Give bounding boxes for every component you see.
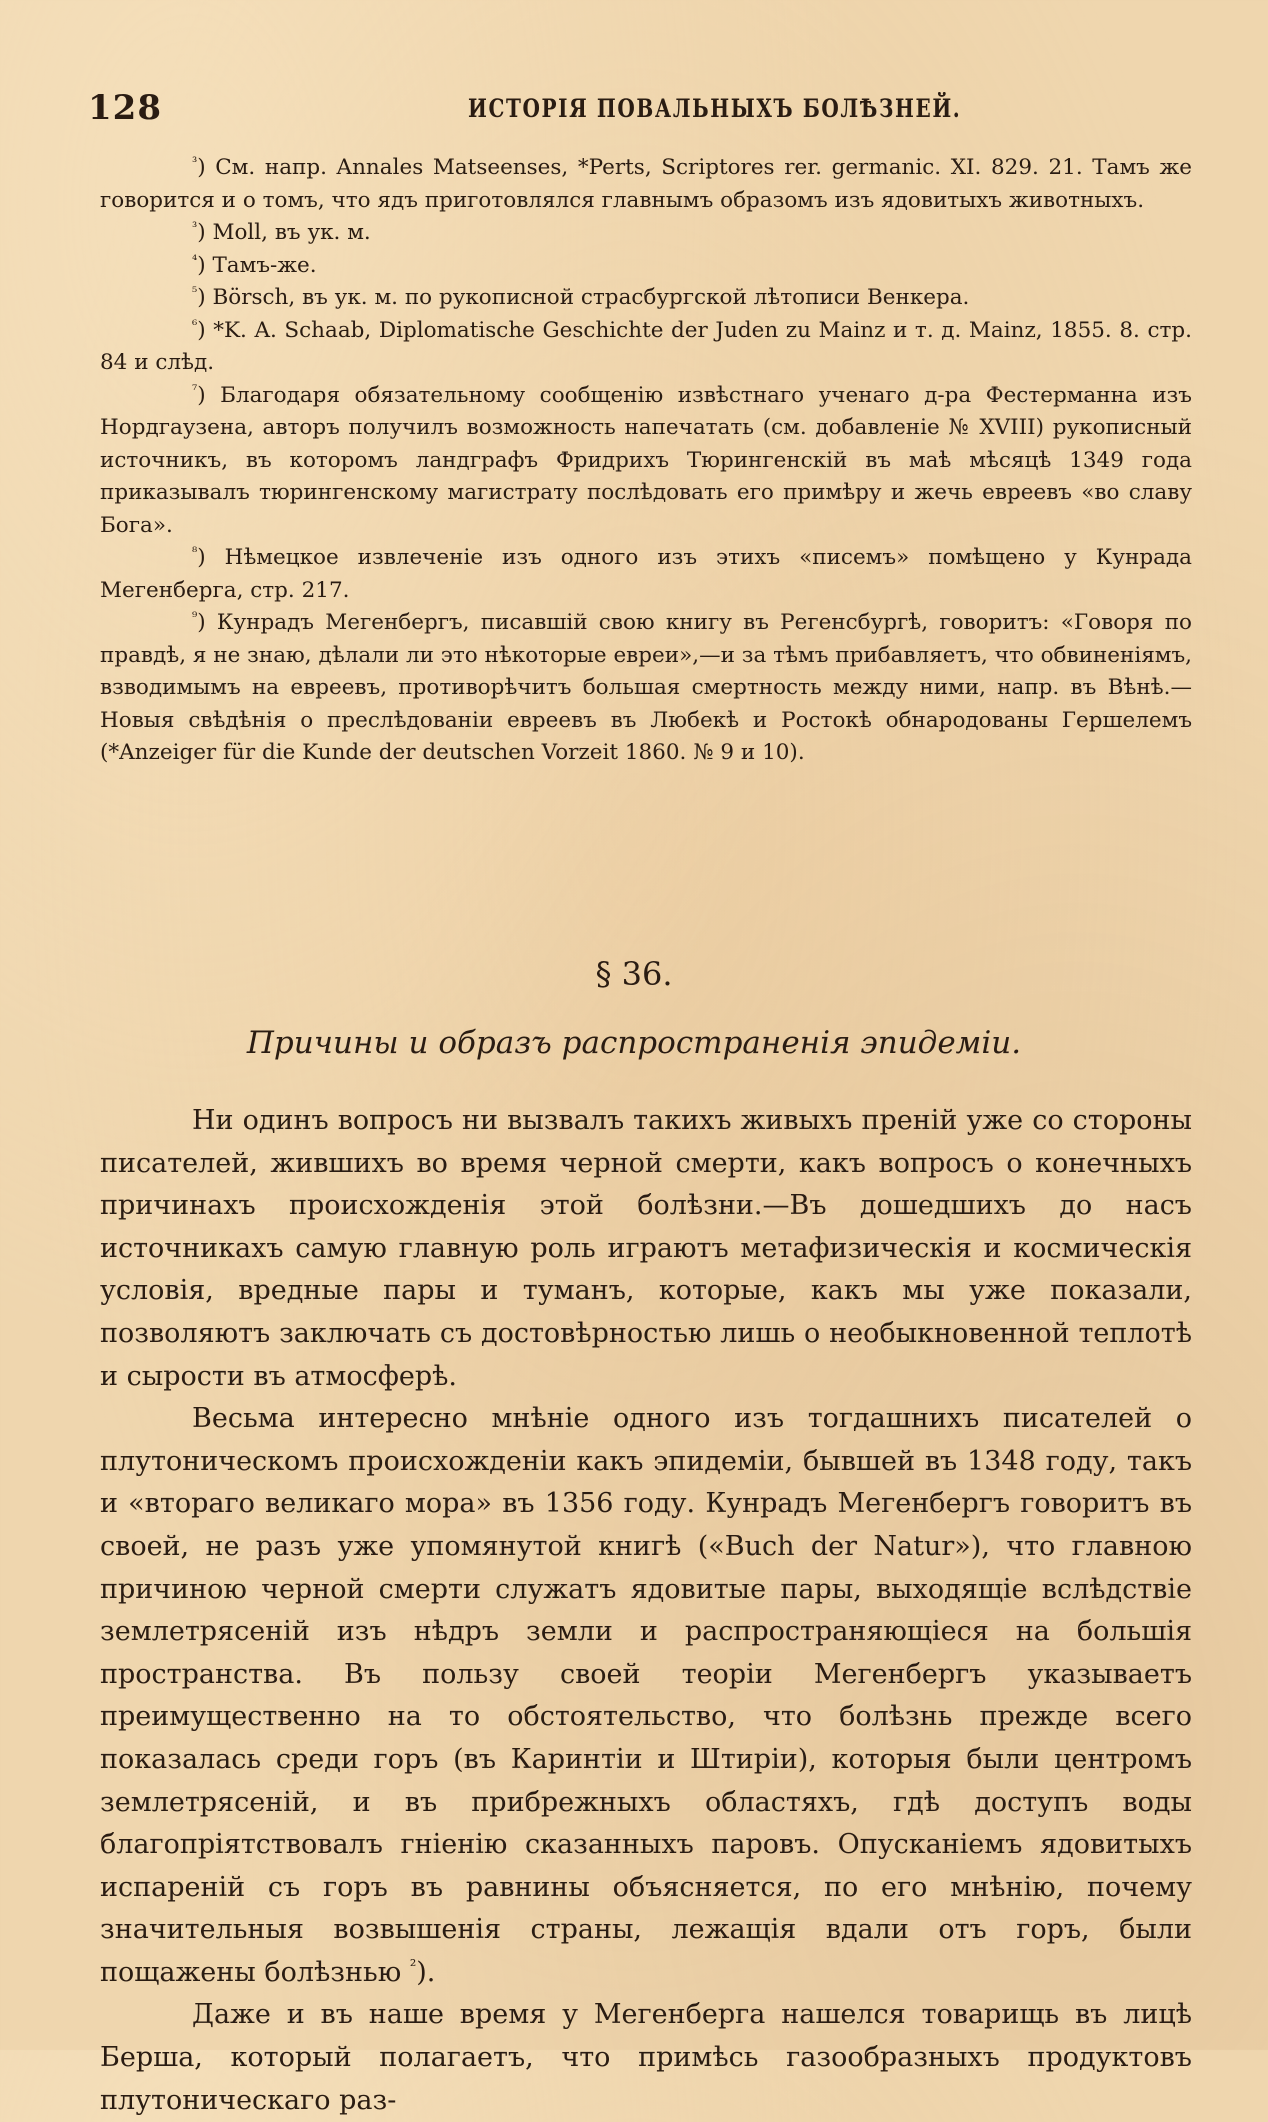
footnote: $^{^3}$) См. напр. Annales Matseenses, *Perts, Scriptores rer. germanic. XI. 829. 21. Тамъ же говорится и о томъ, что ядъ приготовлялся главнымъ образомъ изъ ядовитыхъ животныхъ. <box>100 155 1192 213</box>
section-number: § 36. <box>595 955 673 993</box>
footnote-mark: ⁷ <box>192 382 198 398</box>
paragraph <box>100 1100 1192 1398</box>
footnote-mark: ⁴ <box>192 252 198 268</box>
paragraph <box>100 1994 1192 2122</box>
page-header <box>88 88 1188 128</box>
body-text <box>100 1100 1192 2122</box>
paragraph: Весьма интересно мнѣніе одного изъ тогдашнихъ писателей о плутоническомъ происхожденіи какъ эпидеміи, бывшей въ 1348 году, такъ и «втораго великаго мора» въ 1356 году. Кунрадъ Мегенбергъ говоритъ въ своей, не разъ уже упомянутой книгѣ («Buch der Natur»), что главною причиною черной смерти служатъ ядовитые пары, выходящіе вслѣдствіе землетрясеній изъ нѣдръ земли и распространяющіеся на большія пространства. Въ пользу своей теоріи Мегенбергъ указываетъ преимущественно на то обстоятельство, что болѣзнь прежде всего показалась среди горъ (въ Каринтіи и Штиріи), которыя были центромъ землетрясеній, и въ прибрежныхъ областяхъ, гдѣ доступъ воды благопріятствовалъ гніенію сказанныхъ паровъ. Опусканіемъ ядовитыхъ испареній съ горъ въ равнины объясняется, по его мнѣнію, почему значительныя возвышенія страны, лежащія вдали отъ горъ, были пощажены болѣзнью $^{^2}$). <box>100 1403 1192 1988</box>
footnote: $^{^9}$) Кунрадъ Мегенбергъ, писавшій свою книгу въ Регенсбургѣ, говоритъ: «Говоря по правдѣ, я не знаю, дѣлали ли это нѣкоторые евреи»,—и за тѣмъ прибавляетъ, что обвиненіямъ, взводимымъ на евреевъ, противорѣчитъ большая смертность между ними, напр. въ Вѣнѣ.—Новыя свѣдѣнія о преслѣдованіи евреевъ въ Любекѣ и Ростокѣ обнародованы Гершелемъ (*Anzeiger für die Kunde der deutschen Vorzeit 1860. № 9 и 10). <box>100 610 1192 765</box>
footnote: $^{^4}$) Тамъ-же. <box>192 252 317 278</box>
footnote-text: Нѣмецкое извлеченіе изъ одного изъ этихъ «писемъ» помѣщено у Кунрада Мегенберга, стр. 217. <box>100 545 1192 603</box>
running-title: ИСТОРІЯ ПОВАЛЬНЫХЪ БОЛѢЗНЕЙ. <box>468 94 962 123</box>
footnotes <box>100 152 1192 770</box>
paragraph-text: Весьма интересно мнѣніе одного изъ тогдашнихъ писателей о плутоническомъ происхожденіи какъ эпидеміи, бывшей въ 1348 году, такъ и «втораго великаго мора» въ 1356 году. Кунрадъ Мегенбергъ говоритъ въ своей, не разъ уже упомянутой книгѣ («Buch der Natur»), что главною причиною черной смерти служатъ ядовитые пары, выходящіе вслѣдствіе землетрясеній изъ нѣдръ земли и распространяющіеся на большія пространства. Въ пользу своей теоріи Мегенбергъ указываетъ преимущественно на то обстоятельство, что болѣзнь прежде всего показалась среди горъ (въ Каринтіи и Штиріи), которыя были центромъ землетрясеній, и въ прибрежныхъ областяхъ, гдѣ доступъ воды благопріятствовалъ гніенію сказанныхъ паровъ. Опусканіемъ ядовитыхъ испареній съ горъ въ равнины объясняется, по его мнѣнію, почему значительныя возвышенія страны, лежащія вдали отъ горъ, были пощажены болѣзнью <box>100 1403 1192 1988</box>
footnote-text: См. напр. Annales Matseenses, *Perts, Scriptores rer. germanic. XI. 829. 21. Тамъ же говорится и о томъ, что ядъ приготовлялся главнымъ образомъ изъ ядовитыхъ животныхъ. <box>100 155 1192 213</box>
footnote: $^{^3}$) Moll, въ ук. м. <box>192 220 371 245</box>
footnote: $^{^6}$) *K. A. Schaab, Diplomatische Geschichte der Juden zu Mainz и т. д. Mainz, 1855. 8. стр. 84 и слѣд. <box>100 317 1192 375</box>
footnote-mark: ⁵ <box>192 285 198 300</box>
footnote: $^{^8}$) Нѣмецкое извлеченіе изъ одного изъ этихъ «писемъ» помѣщено у Кунрада Мегенберга, стр. 217. <box>100 545 1192 603</box>
footnote-text: Börsch, въ ук. м. по рукописной страсбургской лѣтописи Венкера. <box>212 285 970 310</box>
paragraph-text: Даже и въ наше время у Мегенберга нашелся товарищь въ лицѣ Берша, который полагаетъ, что примѣсь газообразныхъ продуктовъ плутоническаго раз- <box>100 1999 1192 2116</box>
footnote-mark: ⁶ <box>192 317 198 333</box>
section-title: Причины и образъ распространенія эпидеміи. <box>246 1025 1022 1061</box>
footnote-text: Кунрадъ Мегенбергъ, писавшій свою книгу въ Регенсбургѣ, говоритъ: «Говоря по правдѣ, я не знаю, дѣлали ли это нѣкоторые евреи»,—и за тѣмъ прибавляетъ, что обвиненіямъ, взводимымъ на евреевъ, противорѣчитъ большая смертность между ними, напр. въ Вѣнѣ.—Новыя свѣдѣнія о преслѣдованіи евреевъ въ Любекѣ и Ростокѣ обнародованы Гершелемъ (*Anzeiger für die Kunde der deutschen Vorzeit 1860. № 9 и 10). <box>100 610 1192 765</box>
footnote: $^{^5}$) Börsch, въ ук. м. по рукописной страсбургской лѣтописи Венкера. <box>192 285 970 310</box>
footnote-ref: ² <box>409 1955 417 1975</box>
page-number: 128 <box>88 88 162 128</box>
footnote-mark: ⁹ <box>192 610 198 625</box>
footnote: $^{^7}$) Благодаря обязательному сообщенію извѣстнаго ученаго д-ра Фестерманна изъ Нордгаузена, авторъ получилъ возможность напечатать (см. добавленіе № XVIII) рукописный источникъ, въ которомъ ландграфъ Фридрихъ Тюрингенскій въ маѣ мѣсяцѣ 1349 года приказывалъ тюрингенскому магистрату послѣдовать его примѣру и жечь евреевъ «во славу Бога». <box>100 382 1192 538</box>
footnote-text: Moll, въ ук. м. <box>212 220 371 245</box>
footnote-mark: ³ <box>192 155 198 170</box>
footnote-mark: ⁸ <box>192 545 198 560</box>
footnote-text: *K. A. Schaab, Diplomatische Geschichte der Juden zu Mainz и т. д. Mainz, 1855. 8. стр. 84 и слѣд. <box>100 317 1192 375</box>
paragraph-text: Ни одинъ вопросъ ни вызвалъ такихъ живыхъ преній уже со стороны писателей, жившихъ во время черной смерти, какъ вопросъ о конечныхъ причинахъ происхожденія этой болѣзни.—Въ дошедшихъ до насъ источникахъ самую главную роль играютъ метафизическія и космическія условія, вредные пары и туманъ, которые, какъ мы уже показали, позволяютъ заключать съ достовѣрностью лишь о необыкновенной теплотѣ и сырости въ атмосферѣ. <box>100 1105 1192 1392</box>
footnote-text: Тамъ-же. <box>212 252 317 278</box>
footnote-mark: ³ <box>192 220 198 235</box>
footnote-text: Благодаря обязательному сообщенію извѣстнаго ученаго д-ра Фестерманна изъ Нордгаузена, авторъ получилъ возможность напечатать (см. добавленіе № XVIII) рукописный источникъ, въ которомъ ландграфъ Фридрихъ Тюрингенскій въ маѣ мѣсяцѣ 1349 года приказывалъ тюрингенскому магистрату послѣдовать его примѣру и жечь евреевъ «во славу Бога». <box>100 382 1192 538</box>
